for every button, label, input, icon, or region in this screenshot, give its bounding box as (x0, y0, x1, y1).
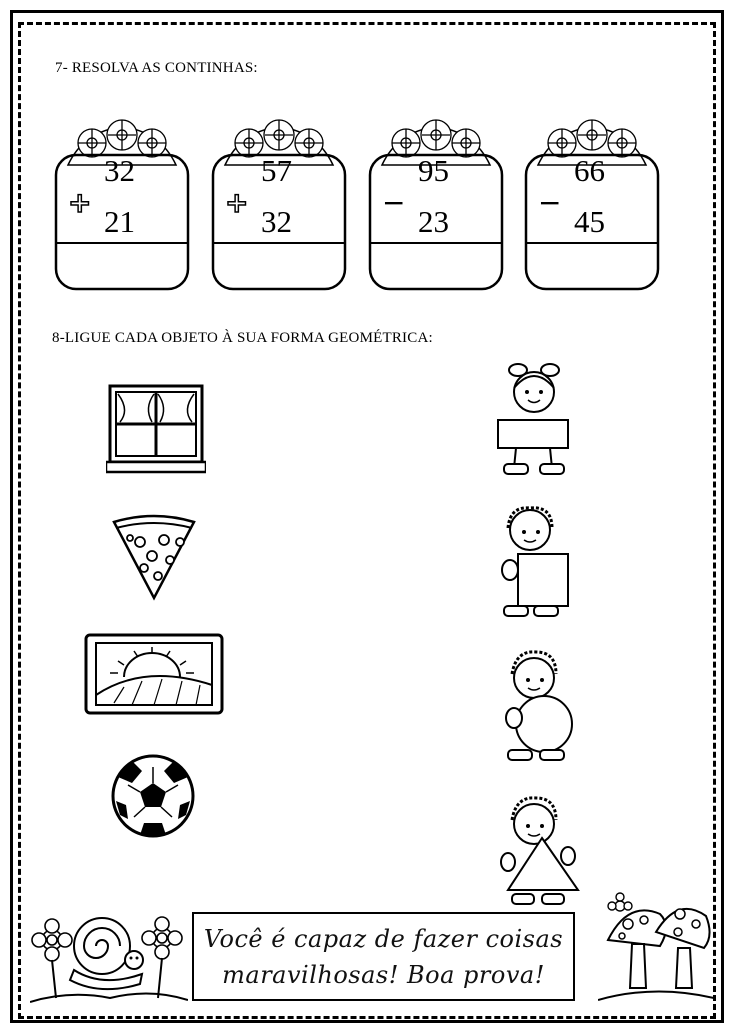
minus-sign-icon: − (382, 186, 406, 219)
first-number: 32 (104, 153, 135, 188)
mushroom-flowers-icon (598, 892, 714, 1006)
math-problem-card (524, 113, 660, 293)
message-line-1: Você é capaz de fazer coisas (203, 924, 564, 953)
math-problem-card (211, 113, 347, 293)
encouragement-message-box (192, 912, 575, 1001)
soccer-ball-icon (110, 753, 196, 839)
second-number: 45 (574, 204, 605, 239)
second-number: 21 (104, 204, 135, 239)
snail-flowers-icon (30, 904, 188, 1008)
second-number: 23 (418, 204, 449, 239)
message-line-2: maravilhosas! Boa prova! (222, 960, 545, 989)
kid-holding-triangle-icon (494, 790, 584, 914)
kid-holding-circle-icon (494, 644, 584, 768)
kid-holding-rectangle-icon (490, 360, 580, 480)
plus-sign-icon: + (225, 186, 249, 219)
question-8-title: 8-LIGUE CADA OBJETO À SUA FORMA GEOMÉTRICA: (52, 330, 433, 346)
minus-sign-icon: − (538, 186, 562, 219)
math-problem-card (54, 113, 190, 293)
pizza-slice-icon (110, 512, 198, 602)
first-number: 57 (261, 153, 292, 188)
kid-holding-square-icon (490, 500, 580, 624)
math-problem-card (368, 113, 504, 293)
plus-sign-icon: + (68, 186, 92, 219)
question-7-title: 7- RESOLVA AS CONTINHAS: (55, 60, 258, 76)
sunset-picture-icon (84, 633, 224, 715)
first-number: 95 (418, 153, 449, 188)
window-icon (106, 384, 206, 476)
first-number: 66 (574, 153, 605, 188)
second-number: 32 (261, 204, 292, 239)
